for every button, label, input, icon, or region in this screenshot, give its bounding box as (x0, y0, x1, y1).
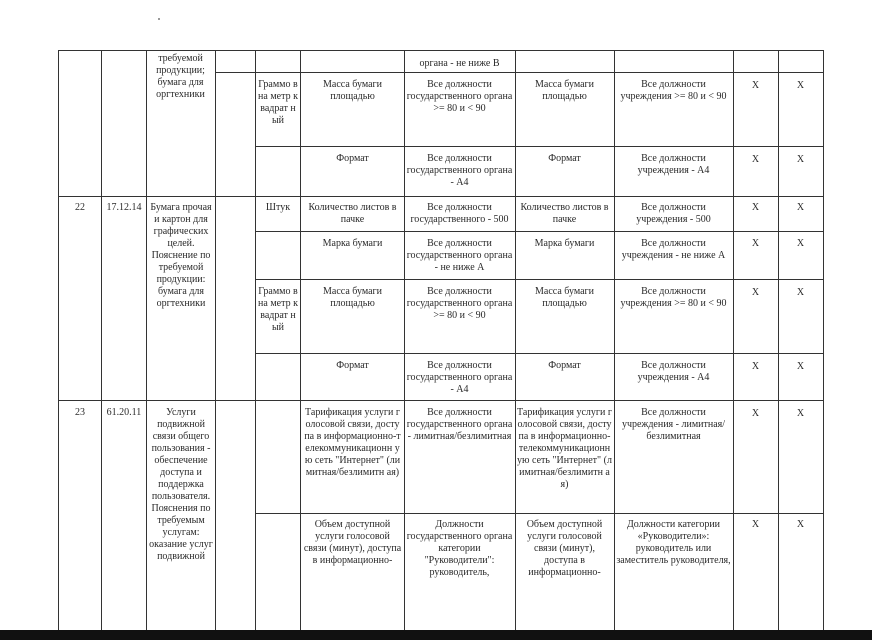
value-state-body: органа - не ниже В (419, 58, 500, 69)
x-mark: X (751, 287, 760, 298)
characteristic-cell: Масса бумаги площадью (323, 79, 382, 102)
table-right-border (823, 50, 824, 630)
characteristic-cell: Марка бумаги (534, 238, 595, 249)
row-divider (58, 400, 823, 401)
value-state-body: Все должности государственного - 500 (410, 202, 509, 225)
characteristic-cell: Объем доступной услуги голосовой связи (минут), доступа в информационно- (526, 519, 603, 578)
row-divider (215, 72, 823, 73)
row-divider (58, 196, 823, 197)
col-border (101, 50, 102, 630)
x-mark: X (796, 80, 805, 91)
product-name: требуемой продукции; бумага для оргтехники (156, 53, 205, 100)
x-mark: X (796, 408, 805, 419)
value-institution: Все должности учреждения - 500 (636, 202, 711, 225)
characteristic-cell: Марка бумаги (322, 238, 383, 249)
okpd-code: 17.12.14 (106, 202, 142, 213)
value-state-body: Все должности государственного органа >= 80 и < 90 (406, 79, 513, 114)
value-state-body: Все должности государственного органа - А4 (406, 153, 513, 188)
x-mark: X (751, 361, 760, 372)
characteristic-cell: Масса бумаги площадью (535, 286, 594, 309)
x-mark: X (796, 519, 805, 530)
col-border (146, 50, 147, 630)
value-institution: Все должности учреждения >= 80 и < 90 (620, 79, 727, 102)
col-border (733, 50, 734, 630)
characteristic-cell: Объем доступной услуги голосовой связи (минут), доступа в информационно- (303, 519, 402, 566)
x-mark: X (751, 238, 760, 249)
x-mark: X (751, 202, 760, 213)
row-divider (255, 513, 823, 514)
value-institution: Должности категории «Руководители»: руководитель или заместитель руководителя, (616, 519, 731, 566)
characteristic-cell: Формат (548, 153, 581, 164)
row-divider (255, 353, 823, 354)
row-divider (255, 146, 823, 147)
x-mark: X (751, 408, 760, 419)
value-institution: Все должности учреждения >= 80 и < 90 (620, 286, 727, 309)
scan-speck (158, 18, 160, 20)
unit-cell: Граммо в на метр квадрат ный (258, 286, 298, 333)
product-name: Бумага прочая и картон для графических целей. Пояснение по требуемой продукции: бумага для оргтехники (150, 202, 212, 309)
value-state-body: Все должности государственного органа >= 80 и < 90 (406, 286, 513, 321)
x-mark: X (751, 80, 760, 91)
col-border (255, 50, 256, 630)
x-mark: X (796, 361, 805, 372)
characteristic-cell: Количество листов в пачке (308, 202, 397, 225)
value-institution: Все должности учреждения - лимитная/безлимитная (621, 407, 726, 442)
okpd-code: 61.20.11 (106, 407, 142, 418)
x-mark: X (796, 202, 805, 213)
col-border (778, 50, 779, 630)
x-mark: X (751, 519, 760, 530)
characteristic-cell: Масса бумаги площадью (323, 286, 382, 309)
unit-cell: Штук (265, 202, 291, 213)
characteristic-cell: Формат (336, 153, 369, 164)
row-number: 22 (75, 202, 85, 213)
col-border (300, 50, 301, 630)
characteristic-cell: Формат (336, 360, 369, 371)
product-name: Услуги подвижной связи общего пользования - обеспечение доступа и поддержка пользователя. Пояснения по требуемым услугам: оказание услуг подвижной (149, 407, 213, 562)
value-state-body: Все должности государственного органа - не ниже А (406, 238, 513, 273)
row-number: 23 (75, 407, 85, 418)
value-institution: Все должности учреждения - А4 (637, 360, 710, 383)
col-border (515, 50, 516, 630)
col-border (614, 50, 615, 630)
characteristic-cell: Формат (548, 360, 581, 371)
characteristic-cell: Тарификация услуги голосовой связи, доступа в информационно-телекоммуникационн ую сеть "Интернет" (лимитная/безлимитн ая) (304, 407, 401, 478)
x-mark: X (751, 154, 760, 165)
col-border (58, 50, 59, 630)
scan-bottom-edge (0, 630, 872, 640)
x-mark: X (796, 154, 805, 165)
x-mark: X (796, 287, 805, 298)
x-mark: X (796, 238, 805, 249)
col-border (215, 50, 216, 630)
row-divider (255, 231, 823, 232)
value-institution: Все должности учреждения - А4 (637, 153, 710, 176)
value-state-body: Все должности государственного органа - лимитная/безлимитная (406, 407, 513, 442)
value-state-body: Все должности государственного органа - А4 (406, 360, 513, 395)
table-top-border (58, 50, 823, 51)
value-state-body: Должности государственного органа категории "Руководители": руководитель, (406, 519, 513, 578)
characteristic-cell: Количество листов в пачке (520, 202, 609, 225)
unit-cell: Граммо в на метр квадрат ный (258, 79, 298, 126)
row-divider (255, 279, 823, 280)
col-border (404, 50, 405, 630)
characteristic-cell: Масса бумаги площадью (535, 79, 594, 102)
value-institution: Все должности учреждения - не ниже А (621, 238, 726, 261)
characteristic-cell: Тарификация услуги голосовой связи, доступа в информационно-телекоммуникационн ую сеть "Интернет" (лимитная/безлимитн ая) (517, 407, 612, 490)
